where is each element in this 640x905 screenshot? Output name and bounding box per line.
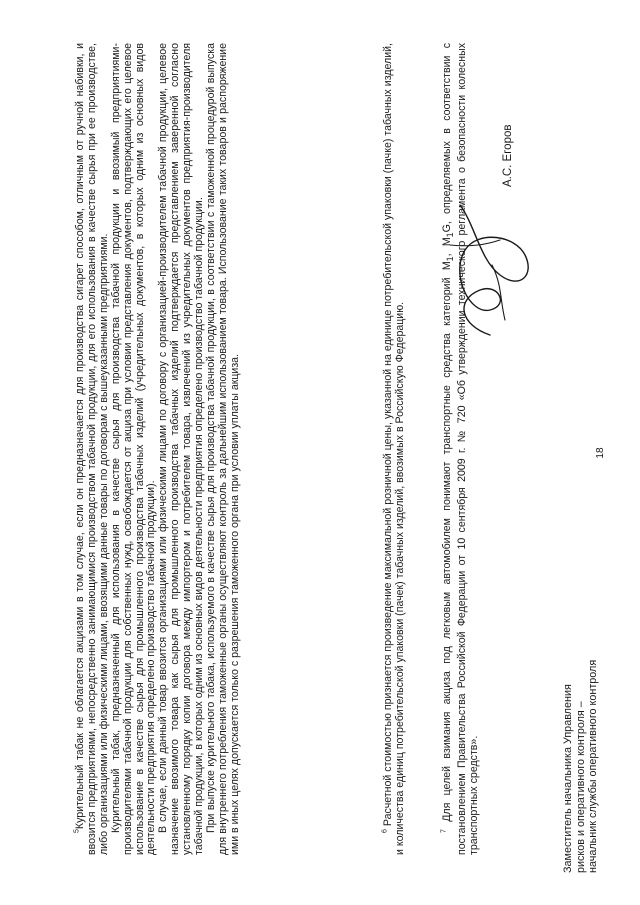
page-number: 18 [595,447,606,459]
footnote-6-paragraph [383,43,407,855]
footnote-7 [442,43,481,855]
footnote-text-part: Для целей взимания акциза под легковым автомобилем понимают транспортные средства категорий М [441,261,453,822]
footnote-mark: 6 [381,829,389,833]
footnote-text: Курительный табак не облагается акцизами в том случае, если он предназначается для производства сигарет способом, отличным от ручной набивки, и ввозится предприятиями, непосредственно занимающимися производством табачной продукции, для его использования в качестве сырья при ее производстве, либо организациями или физическими лицами, ввозящими данные товары по договорам с вышеуказанными предприятиями. [74,43,110,855]
footnote-5-paragraph-2: Курительный табак, предназначенный для использования в качестве сырья для производства табачной продукции и ввозимый предприятиями-производителями табачной продукции для собственных нужд, освобождается от акциза при условии представления документов, подтверждающих его целевое использование в качестве сырья для промышленного производства табачных изделий (учредительных документов, в которых одним из основных видов деятельности предприятия определено производство табачной продукции). [109,43,158,855]
footnote-text: Расчетной стоимостью признается произведение максимальной розничной цены, указанной на единице потребительской упаковки (пачке) табачных изделий, и количества единиц потребительской упаковки (пачек) табачных изделий, ввозимых в Российскую Федерацию. [382,43,406,855]
signatory-title-line: Заместитель начальника Управления [562,684,574,873]
signatory-title-line: начальник службы оперативного контроля [587,659,599,873]
footnote-mark: 7 [440,829,448,833]
footnote-text-part: G, определяемых в соответствии с постановлением Правительства Российской Федерации от 10 сентября 2009 г. № 720 «Об утверждении технического регламента о безопасности колесных транспортных средств». [441,42,480,855]
subscript: 1 [445,256,456,262]
footnote-5-paragraph-3: В случае, если данный товар ввозится организациями или физическими лицами по договору с организацией-производителем табачной продукции, целевое назначение ввозимого товара как сырья для промышленного производства табачных изделий подтверждается представлением заверенной согласно установленному порядку копии договора между импортером и потребителем товара, извлечений из учредительных документов предприятия-производителя табачной продукции, в которых одним из основных видов деятельности предприятия определено производство табачной продукции. [157,43,206,855]
handwritten-signature [430,195,540,345]
signatory-name: А.С. Егоров [502,124,514,187]
subscript: 1 [445,232,456,238]
footnote-mark: 5 [73,829,81,833]
footnote-6 [383,43,407,855]
footnote-text-part: , М [441,237,453,257]
footnote-5-paragraph-1 [75,43,111,855]
footnote-5 [75,43,242,855]
footnote-7-paragraph [442,43,481,855]
signatory-title-line: рисков и оперативного контроля – [574,701,587,873]
signatory-title [562,543,600,873]
footnote-5-paragraph-4: При выпуске курительного табака, используемого в качестве сырья для производства табачной продукции, в соответствии с таможенной процедурой выпуска для внутреннего потребления таможенные органы осуществляют контроль за дальнейшим использованием товара. Использование таких товаров и распоряжение ими в иных целях допускается только с разрешения таможенного органа при условии уплаты акциза. [204,43,241,855]
